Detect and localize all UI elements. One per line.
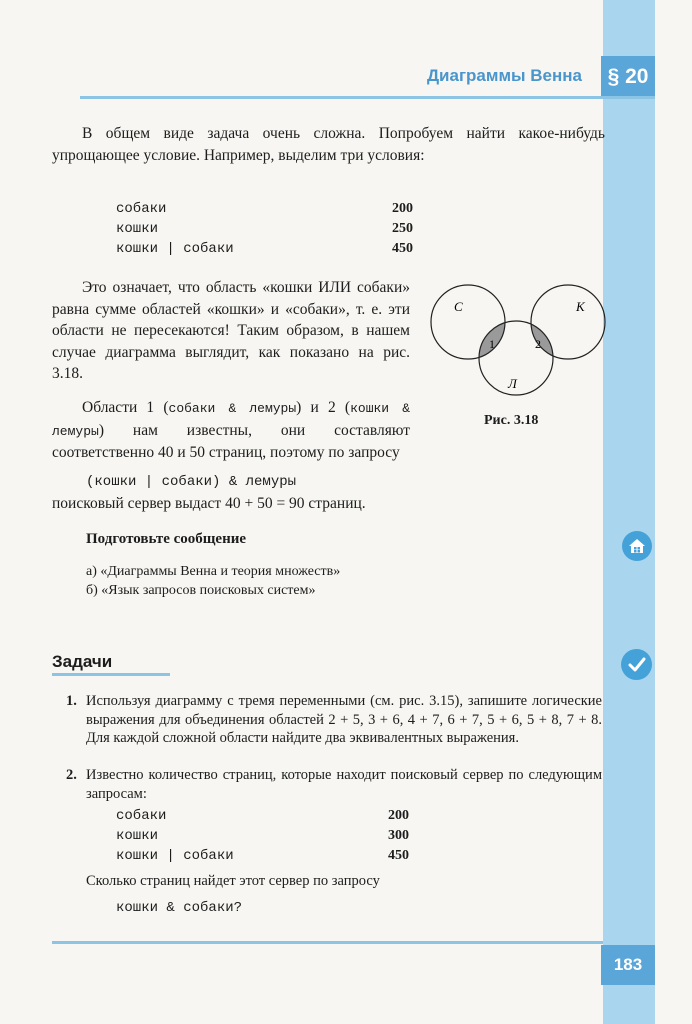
footer-divider <box>52 941 603 944</box>
text-run: ) и 2 ( <box>296 399 351 416</box>
venn-label-region-2: 2 <box>535 337 541 351</box>
task-text: Используя диаграмму с тремя переменными (см. рис. 3.15), запишите логические выражения для объединения областей 2 + 5, 3 + 6, 4 + 7, 6 + 7, 5 + 6, 5 + 8, 7 + 8. Для каждой сложной области найдите два эквивалентных выражения. <box>86 693 602 746</box>
query-text: кошки | собаки <box>116 241 234 257</box>
venn-label-k: К <box>576 299 585 314</box>
result-line: поисковый сервер выдаст 40 + 50 = 90 страниц. <box>52 495 366 512</box>
prepare-item: б) «Язык запросов поисковых систем» <box>86 583 316 598</box>
query-table-2 <box>116 808 409 868</box>
figure-caption: Рис. 3.18 <box>484 413 539 428</box>
explanation-paragraph: Это означает, что область «кошки ИЛИ собаки» равна сумме областей «кошки» и «собаки», т. е. эти области не пересекаются! Таким образом, в нашем случае диаграмма выглядит, как показано на рис. 3.18. <box>52 279 410 382</box>
query-text: кошки | собаки <box>116 848 234 864</box>
query-text: собаки <box>116 201 167 217</box>
table-row <box>116 201 413 221</box>
query-count: 450 <box>392 241 413 256</box>
venn-label-region-1: 1 <box>489 337 495 351</box>
venn-label-l: Л <box>508 376 517 391</box>
query-count: 200 <box>392 201 413 216</box>
inline-code: кошки & лемуры <box>52 401 411 439</box>
text-run: Области 1 ( <box>82 399 169 416</box>
query-count: 300 <box>388 828 409 843</box>
query-text: кошки <box>116 828 159 844</box>
checkmark-glyph-icon <box>628 657 646 673</box>
query-count: 450 <box>388 848 409 863</box>
venn-diagram <box>428 279 608 403</box>
query-count: 250 <box>392 221 413 236</box>
home-icon[interactable] <box>622 531 652 561</box>
tasks-heading: Задачи <box>52 652 113 671</box>
task-question: Сколько страниц найдет этот сервер по запросу <box>86 873 380 889</box>
intro-paragraph: В общем виде задача очень сложна. Попробуем найти какое-нибудь упрощающее условие. Например, выделим три условия: <box>52 125 605 164</box>
regions-paragraph <box>52 397 410 464</box>
check-icon[interactable] <box>621 649 652 680</box>
table-row <box>116 808 409 828</box>
table-row <box>116 848 409 868</box>
section-number: § 20 <box>601 56 655 98</box>
task-number: 2. <box>66 767 77 783</box>
task-text: Известно количество страниц, которые находит поисковый сервер по следующим запросам: <box>86 767 602 802</box>
task-item-2 <box>66 766 602 803</box>
table-row <box>116 241 413 261</box>
prepare-heading: Подготовьте сообщение <box>86 531 247 547</box>
header-divider <box>80 96 655 99</box>
side-strip <box>603 0 655 1024</box>
inline-code: собаки & лемуры <box>168 401 297 416</box>
task-number: 1. <box>66 693 77 709</box>
table-row <box>116 828 409 848</box>
query-line: (кошки | собаки) & лемуры <box>86 474 297 490</box>
table-row <box>116 221 413 241</box>
prepare-item: а) «Диаграммы Венна и теория множеств» <box>86 564 341 579</box>
page-title: Диаграммы Венна <box>426 66 582 85</box>
query-count: 200 <box>388 808 409 823</box>
query-text: кошки <box>116 221 159 237</box>
final-query: кошки & собаки? <box>116 900 243 916</box>
text-run: ) нам известны, они составляют соответственно 40 и 50 страниц, поэтому по запросу <box>52 421 410 461</box>
task-item-1 <box>66 692 602 748</box>
tasks-underline <box>52 673 170 676</box>
query-table-1 <box>116 201 413 261</box>
home-glyph-icon <box>628 538 646 554</box>
venn-circle-k <box>531 285 605 359</box>
query-text: собаки <box>116 808 167 824</box>
venn-label-c: С <box>454 299 463 314</box>
page-number: 183 <box>601 945 655 985</box>
